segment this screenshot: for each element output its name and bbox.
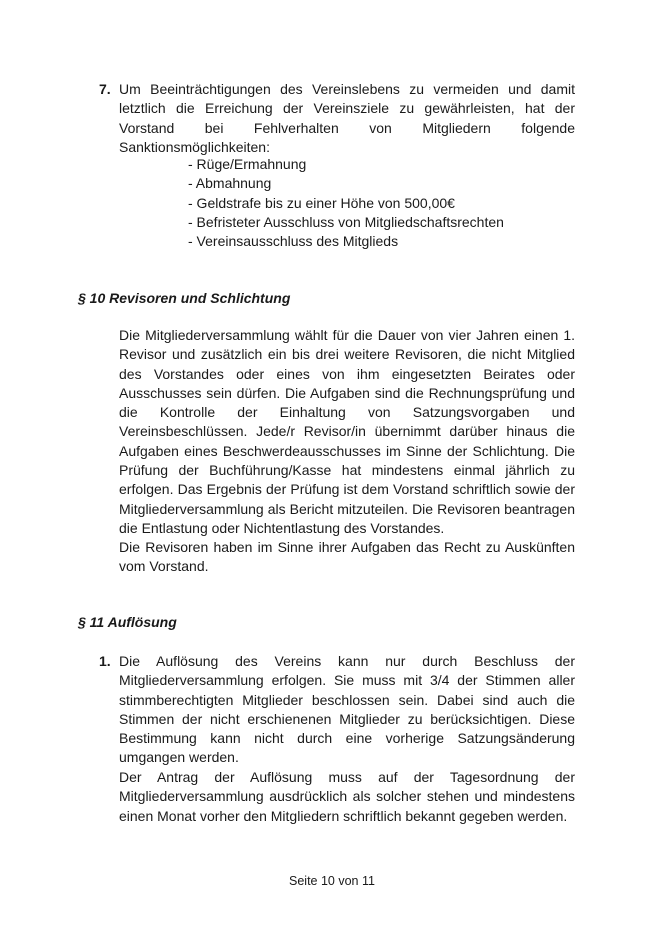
sanction-item: - Geldstrafe bis zu einer Höhe von 500,00€: [188, 194, 455, 211]
section-10-paragraph-1: Die Mitgliederversammlung wählt für die Dauer von vier Jahren einen 1. Revisor und zusätzlich ein bis drei weitere Revisoren, die nicht Mitglied des Vorstandes oder eines von ihm eingesetzten Beirates oder Ausschusses sein dürfen. Die Aufgaben sind die Rechnungsprüfung und die Kontrolle der Einhaltung von Satzungsvorgaben und Vereinsbeschlüssen. Jede/r Revisor/in übernimmt darüber hinaus die Aufgaben eines Beschwerdeausschusses im Sinne der Schlichtung. Die Prüfung der Buchführung/Kasse hat mindestens einmal jährlich zu erfolgen. Das Ergebnis der Prüfung ist dem Vorstand schriftlich sowie der Mitgliederversammlung als Bericht mitzuteilen. Die Revisoren beantragen die Entlastung oder Nichtentlastung des Vorstandes.: [119, 327, 575, 536]
section-11-item-1-paragraph-1: Die Auflösung des Vereins kann nur durch Beschluss der Mitgliederversammlung erfolgen. Sie muss mit 3/4 der Stimmen aller stimmberechtigten Mitglieder beschlossen sein. Dabei sind auch die Stimmen der nicht erschienenen Mitglieder zu berücksichtigen. Diese Bestimmung kann nicht durch eine vorherige Satzungsänderung umgangen werden.: [119, 653, 575, 766]
section-11-item-1-number: 1.: [99, 653, 111, 669]
sanction-item: - Befristeter Ausschluss von Mitgliedschaftsrechten: [188, 213, 504, 230]
sanction-item: - Abmahnung: [188, 175, 272, 192]
section-11-heading: § 11 Auflösung: [78, 614, 177, 630]
sanction-item: - Rüge/Ermahnung: [188, 156, 307, 172]
section-10-heading: § 10 Revisoren und Schlichtung: [78, 290, 291, 306]
item-7-number: 7.: [99, 81, 111, 97]
section-10-paragraph-2: Die Revisoren haben im Sinne ihrer Aufgaben das Recht zu Auskünften vom Vorstand.: [119, 539, 575, 575]
sanction-item: - Vereinsausschluss des Mitglieds: [188, 233, 399, 250]
sanctions-list: [188, 155, 504, 251]
page-number-footer: Seite 10 von 11: [289, 874, 375, 888]
section-11-item-1-paragraph-2: Der Antrag der Auflösung muss auf der Tagesordnung der Mitgliederversammlung ausdrücklich als solcher stehen und mindestens einen Monat vorher den Mitgliedern schriftlich bekannt gegeben werden.: [119, 769, 575, 824]
item-7-text: Um Beeinträchtigungen des Vereinslebens zu vermeiden und damit letztlich die Erreichung der Vereinsziele zu gewährleisten, hat der Vorstand bei Fehlverhalten von Mitgliedern folgende Sanktionsmöglichkeiten:: [119, 81, 575, 155]
